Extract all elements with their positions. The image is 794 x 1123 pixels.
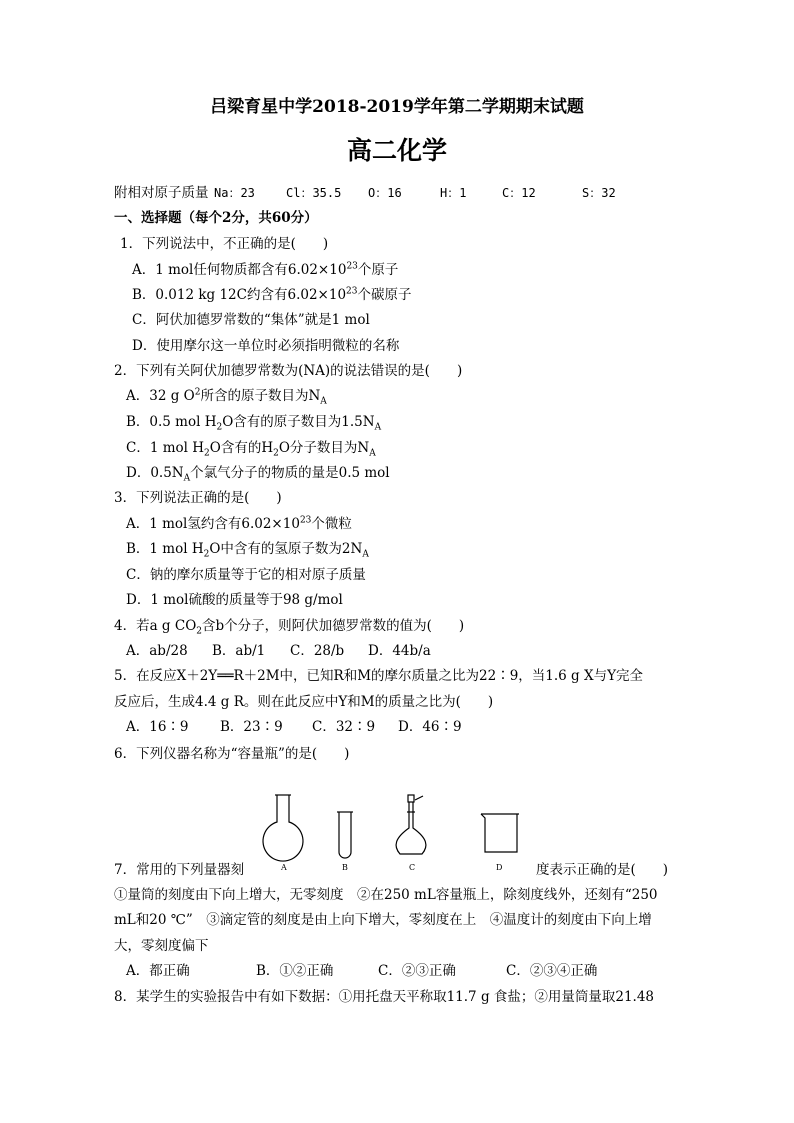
question-7-option-d: C．②③④正确 <box>506 963 598 979</box>
atomic-mass-s: S：32 <box>582 186 616 200</box>
apparatus-label-d: D <box>496 863 503 872</box>
question-3-option-a: A．1 mol氢约含有$6.02\times 10^{23}$个微粒 <box>126 515 352 532</box>
question-4-option-c: C．28/b <box>290 643 345 659</box>
question-5-option-d: D．46∶9 <box>398 719 462 735</box>
question-2-stem: 2．下列有关阿伏加德罗常数为(NA)的说法错误的是( ) <box>114 363 463 379</box>
question-1-option-d: D．使用摩尔这一单位时必须指明微粒的名称 <box>132 338 400 354</box>
question-3-stem: 3．下列说法正确的是( ) <box>114 490 282 506</box>
question-3-option-c: C．钠的摩尔质量等于它的相对原子质量 <box>126 567 366 583</box>
question-7-line-4: 大，零刻度偏下 <box>114 938 209 954</box>
question-1-option-b: B．0.012 kg 12C约含有$6.02\times 10^{23}$个碳原子 <box>132 286 412 303</box>
question-1-stem: 1．下列说法中，不正确的是( ) <box>120 236 329 252</box>
question-2-option-c: C．1 mol $H_2O$含有的$H_2O$分子数目为$N_A$ <box>126 440 376 459</box>
round-bottom-flask-icon <box>263 795 303 861</box>
question-8-line-1: 8．某学生的实验报告中有如下数据：①用托盘天平称取11.7 g 食盐；②用量筒量取21.48 <box>114 989 655 1005</box>
question-7-option-a: A．都正确 <box>126 963 190 979</box>
question-7-option-c: C．②③正确 <box>378 963 456 979</box>
atomic-mass-cl: Cl：35.5 <box>286 186 342 200</box>
question-2-option-d: D．$0.5N_A$个氯气分子的物质的量是0.5 mol <box>126 465 390 484</box>
question-5-line-1: 5．在反应X＋2Y══R＋2M中，已知R和M的摩尔质量之比为22∶9，当1.6 g X与Y完全 <box>114 668 644 684</box>
question-4-option-d: D．44b/a <box>368 643 431 659</box>
question-1-option-c: C．阿伏加德罗常数的“集体”就是1 mol <box>132 312 370 328</box>
question-4-option-a: A．ab/28 <box>126 643 188 659</box>
question-7-stem-right: 度表示正确的是( ) <box>536 862 669 878</box>
beaker-icon <box>481 814 519 852</box>
question-4-stem: 4．若a g $CO_2$含b个分子，则阿伏加德罗常数的值为( ) <box>114 618 465 637</box>
subject-title: 高二化学 <box>346 136 447 165</box>
atomic-mass-o: O：16 <box>368 186 402 200</box>
test-tube-icon <box>337 812 353 858</box>
atomic-mass-c: C：12 <box>502 186 536 200</box>
question-7-line-2: ①量筒的刻度由下向上增大，无零刻度 ②在250 mL容量瓶上，除刻度线外，还刻有“250 <box>114 887 658 903</box>
atomic-mass-h: H：1 <box>440 186 467 200</box>
apparatus-label-a: A <box>281 863 287 872</box>
atomic-mass-intro: 附相对原子质量 <box>114 185 209 201</box>
question-2-option-b: B．0.5 mol $H_2O$含有的原子数目为$1.5N_A$ <box>126 414 382 433</box>
question-5-line-2: 反应后，生成4.4 g R。则在此反应中Y和M的质量之比为( ) <box>114 694 494 710</box>
question-2-option-a: A．32 g $O^2$所含的原子数目为$N_A$ <box>126 387 327 407</box>
apparatus-figure <box>255 790 525 875</box>
question-5-option-a: A．16∶9 <box>126 719 189 735</box>
apparatus-label-b: B <box>342 863 348 872</box>
question-5-option-c: C．32∶9 <box>312 719 376 735</box>
question-1-option-a: A．1 mol任何物质都含有$6.02\times 10^{23}$个原子 <box>132 261 399 278</box>
question-3-option-d: D．1 mol硫酸的质量等于98 g/mol <box>126 592 343 608</box>
question-6-stem: 6．下列仪器名称为“容量瓶”的是( ) <box>114 746 350 762</box>
question-5-option-b: B．23∶9 <box>220 719 283 735</box>
section-heading: 一、选择题（每个2分，共60分） <box>114 210 318 226</box>
question-4-option-b: B．ab/1 <box>212 643 266 659</box>
school-exam-title: 吕梁育星中学2018-2019学年第二学期期末试题 <box>210 97 584 117</box>
apparatus-label-c: C <box>409 863 416 872</box>
volumetric-flask-icon <box>396 795 426 854</box>
question-7-stem-left: 7．常用的下列量器刻 <box>114 862 245 878</box>
atomic-mass-na: Na：23 <box>214 186 255 200</box>
question-7-option-b: B．①②正确 <box>256 963 334 979</box>
question-3-option-b: B．1 mol $H_2O$中含有的氢原子数为$2N_A$ <box>126 541 369 560</box>
question-7-line-3: mL和20 ℃” ③滴定管的刻度是由上向下增大，零刻度在上 ④温度计的刻度由下向上增 <box>114 912 652 928</box>
